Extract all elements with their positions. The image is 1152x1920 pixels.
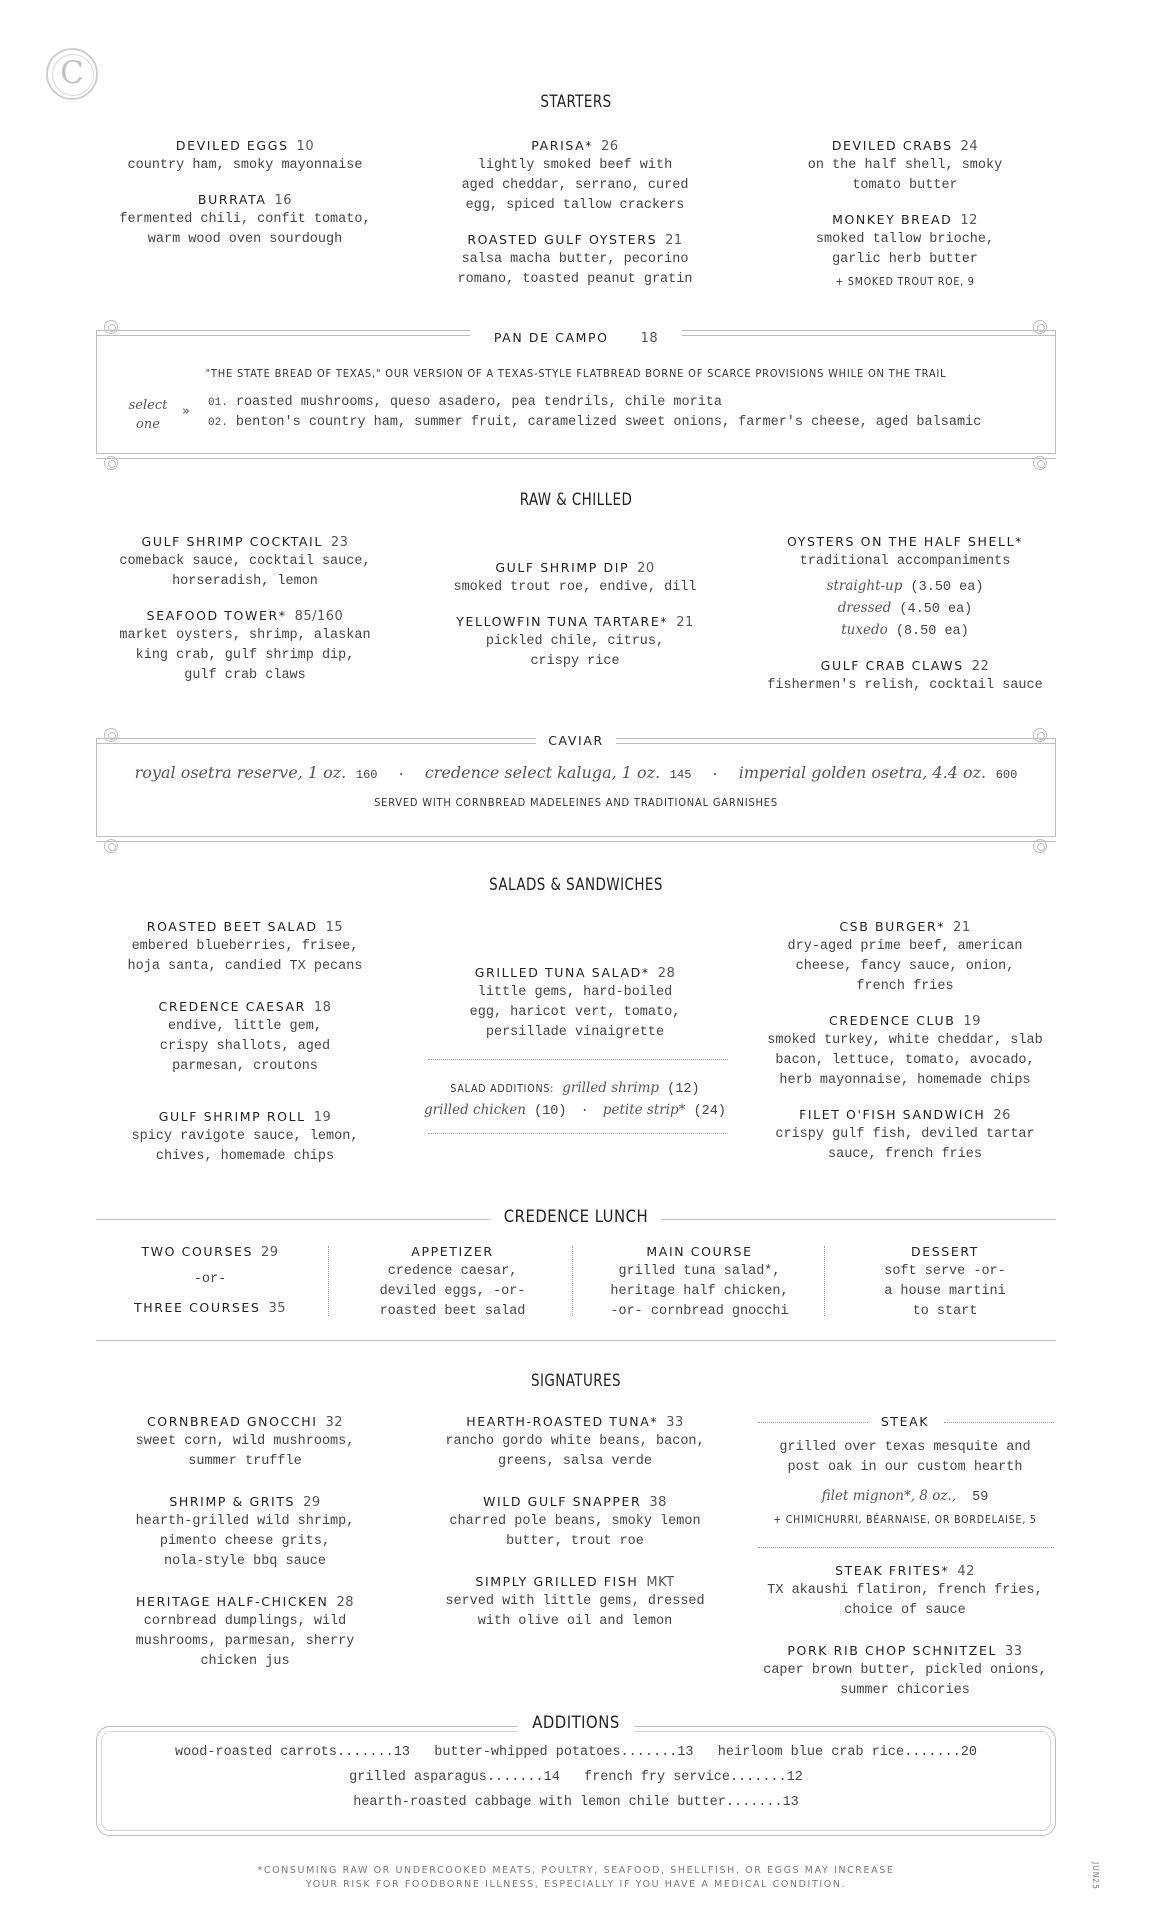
salads-col1 bbox=[100, 917, 390, 1181]
select-label-line: one bbox=[136, 417, 160, 432]
salads-col2 bbox=[420, 963, 730, 1057]
item-name: SHRIMP & GRITS bbox=[169, 1494, 296, 1509]
course-name: MAIN COURSE bbox=[646, 1244, 753, 1259]
additions-label: SALAD ADDITIONS: bbox=[450, 1083, 555, 1095]
menu-item bbox=[755, 656, 1055, 696]
box-border bbox=[1055, 330, 1056, 454]
item-name: STEAK FRITES* bbox=[835, 1563, 950, 1578]
item-price: 29 bbox=[261, 1245, 279, 1260]
course-desc: a house martini bbox=[884, 1284, 1006, 1299]
item-desc: on the half shell, smoky bbox=[807, 158, 1003, 173]
signatures-title: SIGNATURES bbox=[531, 1371, 621, 1391]
item-desc: traditional accompaniments bbox=[799, 554, 1011, 569]
option-row bbox=[208, 393, 1048, 413]
additions-title: ADDITIONS bbox=[518, 1713, 634, 1732]
steak-cut bbox=[755, 1486, 1055, 1508]
course-desc: heritage half chicken, bbox=[610, 1284, 789, 1299]
course-desc: soft serve -or- bbox=[884, 1264, 1006, 1279]
logo-letter: C bbox=[60, 55, 84, 91]
box-border bbox=[96, 330, 97, 454]
menu-item bbox=[420, 1572, 730, 1632]
item-name: SEAFOOD TOWER* bbox=[146, 608, 287, 623]
item-desc: lightly smoked beef with bbox=[477, 158, 673, 173]
additions-row: wood-roasted carrots.......13 butter-whipped potatoes.......13 heirloom blue crab rice.......20 bbox=[174, 1745, 978, 1760]
menu-item bbox=[760, 210, 1050, 270]
item-price: 85/160 bbox=[294, 609, 344, 624]
item-name: ROASTED BEET SALAD bbox=[146, 919, 318, 934]
item-price: 28 bbox=[336, 1595, 354, 1610]
item-desc: fishermen's relish, cocktail sauce bbox=[767, 678, 1043, 693]
dotted-divider bbox=[428, 1133, 728, 1134]
lunch-course bbox=[835, 1242, 1055, 1322]
oyster-style bbox=[755, 620, 1055, 642]
item-name: TWO COURSES bbox=[141, 1244, 254, 1259]
item-desc: crispy gulf fish, deviled tartar bbox=[775, 1127, 1035, 1142]
item-name: PORK RIB CHOP SCHNITZEL bbox=[787, 1643, 998, 1658]
signatures-col3 bbox=[755, 1561, 1055, 1715]
item-price: 23 bbox=[330, 535, 349, 550]
separator: · bbox=[580, 1104, 589, 1119]
divider bbox=[96, 836, 1056, 837]
item-desc: bacon, lettuce, tomato, avocado, bbox=[775, 1053, 1035, 1068]
item-desc: embered blueberries, frisee, bbox=[131, 939, 359, 954]
item-price: 16 bbox=[274, 193, 293, 208]
item-price: 38 bbox=[649, 1495, 667, 1510]
item-price: 12 bbox=[960, 213, 978, 228]
footer-disclaimer bbox=[0, 1864, 1152, 1892]
ornament bbox=[104, 839, 118, 853]
addon-note: + SMOKED TROUT ROE, 9 bbox=[835, 276, 975, 288]
lunch-heading bbox=[0, 1207, 1152, 1227]
item-price: 35 bbox=[268, 1301, 286, 1316]
item-desc: persillade vinaigrette bbox=[485, 1025, 665, 1040]
item-desc: cheese, fancy sauce, onion, bbox=[795, 959, 1015, 974]
item-desc: comeback sauce, cocktail sauce, bbox=[119, 554, 371, 569]
item-name: CREDENCE CLUB bbox=[829, 1013, 956, 1028]
item-price: 29 bbox=[303, 1495, 321, 1510]
item-desc: smoked turkey, white cheddar, slab bbox=[767, 1033, 1043, 1048]
disclaimer-line: YOUR RISK FOR FOODBORNE ILLNESS, ESPECIALLY IF YOU HAVE A MEDICAL CONDITION. bbox=[305, 1879, 847, 1890]
item-price: MKT bbox=[646, 1575, 675, 1590]
additions-row bbox=[420, 1078, 730, 1100]
menu-item bbox=[100, 1492, 390, 1572]
item-desc: tomato butter bbox=[852, 178, 958, 193]
dotted-divider bbox=[428, 1059, 728, 1060]
item-price: 24 bbox=[960, 139, 979, 154]
item-desc: aged cheddar, serrano, cured bbox=[461, 178, 689, 193]
ornament bbox=[104, 456, 118, 470]
pan-de-campo-heading bbox=[0, 328, 1152, 348]
item-name: SIMPLY GRILLED FISH bbox=[475, 1574, 639, 1589]
addition-price: (24) bbox=[693, 1104, 726, 1119]
item-price: 32 bbox=[325, 1415, 344, 1430]
starters-title: STARTERS bbox=[540, 92, 612, 112]
salads-title: SALADS & SANDWICHES bbox=[489, 875, 663, 895]
item-desc: caper brown butter, pickled onions, bbox=[763, 1663, 1047, 1678]
item-desc: egg, haricot vert, tomato, bbox=[469, 1005, 681, 1020]
addition-name: petite strip* bbox=[602, 1102, 686, 1118]
menu-code: JUN25 bbox=[1091, 1862, 1100, 1890]
menu-item bbox=[755, 532, 1055, 642]
menu-item bbox=[100, 997, 390, 1077]
course-desc: -or- cornbread gnocchi bbox=[610, 1304, 789, 1319]
option-number: 01. bbox=[208, 397, 228, 409]
item-price: 21 bbox=[665, 233, 683, 248]
item-price: 26 bbox=[993, 1108, 1011, 1123]
menu-item bbox=[100, 1107, 390, 1167]
menu-item bbox=[760, 136, 1050, 196]
item-desc: charred pole beans, smoky lemon bbox=[449, 1514, 701, 1529]
item-price: 22 bbox=[971, 659, 990, 674]
item-desc: summer chicories bbox=[840, 1683, 970, 1698]
starters-col2 bbox=[420, 136, 730, 304]
style-label: straight-up bbox=[826, 578, 903, 594]
item-price: 18 bbox=[313, 1000, 332, 1015]
item-desc: country ham, smoky mayonnaise bbox=[127, 158, 363, 173]
additions-heading bbox=[0, 1713, 1152, 1733]
item-price: 18 bbox=[629, 331, 671, 346]
option-text: roasted mushrooms, queso asadero, pea tendrils, chile morita bbox=[235, 395, 723, 410]
caviar-title: CAVIAR bbox=[536, 733, 616, 748]
additions-row bbox=[420, 1100, 730, 1122]
item-desc: pickled chile, citrus, bbox=[485, 634, 665, 649]
item-desc: choice of sauce bbox=[844, 1603, 966, 1618]
starters-col1 bbox=[100, 136, 390, 264]
caviar-note: SERVED WITH CORNBREAD MADELEINES AND TRADITIONAL GARNISHES bbox=[374, 796, 778, 809]
menu-item bbox=[755, 1561, 1055, 1621]
item-desc: crispy rice bbox=[530, 654, 620, 669]
addition-price: (10) bbox=[534, 1104, 567, 1119]
item-name: CREDENCE CAESAR bbox=[158, 999, 306, 1014]
option-number: 02. bbox=[208, 417, 228, 429]
lunch-course bbox=[340, 1242, 565, 1322]
item-name: BURRATA bbox=[197, 192, 267, 207]
caviar-items bbox=[0, 763, 1152, 786]
item-desc: smoked trout roe, endive, dill bbox=[453, 580, 697, 595]
course-desc: to start bbox=[912, 1304, 978, 1319]
item-price: 42 bbox=[957, 1564, 975, 1579]
course-name: APPETIZER bbox=[411, 1244, 494, 1259]
menu-item bbox=[100, 606, 390, 686]
menu-item bbox=[100, 136, 390, 176]
item-desc: hearth-grilled wild shrimp, bbox=[135, 1514, 355, 1529]
caviar-name: credence select kaluga, 1 oz. bbox=[424, 763, 661, 782]
item-name: DEVILED CRABS bbox=[831, 138, 953, 153]
item-name: GULF CRAB CLAWS bbox=[820, 658, 964, 673]
item-desc: fermented chili, confit tomato, bbox=[119, 212, 371, 227]
disclaimer-line: *CONSUMING RAW OR UNDERCOOKED MEATS, POULTRY, SEAFOOD, SHELLFISH, OR EGGS MAY INCREASE bbox=[257, 1865, 895, 1876]
dotted-divider bbox=[824, 1246, 825, 1316]
item-desc: crispy shallots, aged bbox=[159, 1039, 331, 1054]
menu-item bbox=[100, 190, 390, 250]
dotted-divider bbox=[328, 1246, 329, 1316]
item-name: THREE COURSES bbox=[133, 1300, 261, 1315]
menu-item bbox=[420, 136, 730, 216]
item-desc: served with little gems, dressed bbox=[445, 1594, 705, 1609]
menu-item bbox=[420, 612, 730, 672]
addition-price: (12) bbox=[667, 1082, 700, 1097]
item-name: GRILLED TUNA SALAD* bbox=[474, 965, 650, 980]
caviar-name: imperial golden osetra, 4.4 oz. bbox=[738, 763, 987, 782]
item-desc: chicken jus bbox=[200, 1654, 290, 1669]
menu-item bbox=[420, 963, 730, 1043]
separator: · bbox=[711, 768, 720, 783]
item-desc: post oak in our custom hearth bbox=[787, 1460, 1023, 1475]
item-price: 28 bbox=[657, 966, 676, 981]
item-desc: dry-aged prime beef, american bbox=[787, 939, 1023, 954]
item-name: PAN DE CAMPO bbox=[482, 330, 621, 345]
menu-item bbox=[420, 1492, 730, 1552]
course-desc: grilled tuna salad*, bbox=[618, 1264, 781, 1279]
menu-item bbox=[100, 1412, 390, 1472]
item-desc: spicy ravigote sauce, lemon, bbox=[131, 1129, 359, 1144]
item-name: DEVILED EGGS bbox=[175, 138, 289, 153]
oyster-style bbox=[755, 598, 1055, 620]
item-name: ROASTED GULF OYSTERS bbox=[467, 232, 658, 247]
divider bbox=[96, 1340, 1056, 1341]
caviar-heading bbox=[0, 731, 1152, 751]
raw-col1 bbox=[100, 532, 390, 700]
caviar-name: royal osetra reserve, 1 oz. bbox=[134, 763, 347, 782]
signatures-col2 bbox=[420, 1412, 730, 1646]
item-desc: pimento cheese grits, bbox=[159, 1534, 331, 1549]
course-desc: credence caesar, bbox=[387, 1264, 518, 1279]
item-desc: market oysters, shrimp, alaskan bbox=[119, 628, 371, 643]
course-name: DESSERT bbox=[911, 1244, 979, 1259]
caviar-price: 600 bbox=[995, 768, 1018, 782]
item-desc: herb mayonnaise, homemade chips bbox=[779, 1073, 1031, 1088]
oyster-style bbox=[755, 576, 1055, 598]
item-name: FILET O'FISH SANDWICH bbox=[799, 1107, 986, 1122]
divider bbox=[96, 458, 1056, 459]
item-desc: french fries bbox=[856, 979, 954, 994]
item-desc: grilled over texas mesquite and bbox=[779, 1440, 1031, 1455]
pan-de-campo-tagline: "THE STATE BREAD OF TEXAS," OUR VERSION OF A TEXAS-STYLE FLATBREAD BORNE OF SCARCE PROVISIONS WHILE ON THE TRAIL bbox=[205, 367, 947, 380]
item-desc: little gems, hard-boiled bbox=[477, 985, 673, 1000]
menu-item bbox=[100, 532, 390, 592]
item-desc: hoja santa, candied TX pecans bbox=[127, 959, 363, 974]
style-price: (3.50 ea) bbox=[910, 580, 984, 595]
item-desc: sweet corn, wild mushrooms, bbox=[135, 1434, 355, 1449]
item-desc: nola-style bbq sauce bbox=[163, 1554, 327, 1569]
item-name: GULF SHRIMP DIP bbox=[495, 560, 630, 575]
lunch-pricing bbox=[110, 1242, 310, 1318]
dotted-divider bbox=[572, 1246, 573, 1316]
item-name: STEAK bbox=[880, 1414, 930, 1429]
item-desc: salsa macha butter, pecorino bbox=[461, 252, 689, 267]
item-desc: gulf crab claws bbox=[184, 668, 306, 683]
option-text: benton's country ham, summer fruit, caramelized sweet onions, farmer's cheese, aged balsamic bbox=[235, 415, 982, 430]
menu-item bbox=[420, 558, 730, 598]
raw-chilled-title: RAW & CHILLED bbox=[519, 490, 633, 510]
item-name: GULF SHRIMP COCKTAIL bbox=[141, 534, 323, 549]
or-text: -or- bbox=[193, 1272, 227, 1287]
item-price: 33 bbox=[666, 1415, 684, 1430]
cut-name: filet mignon*, 8 oz., bbox=[821, 1488, 957, 1504]
style-label: tuxedo bbox=[841, 622, 888, 638]
item-desc: rancho gordo white beans, bacon, bbox=[445, 1434, 705, 1449]
item-price: 19 bbox=[313, 1110, 332, 1125]
item-desc: chives, homemade chips bbox=[155, 1149, 335, 1164]
select-label bbox=[126, 396, 170, 434]
lunch-title: CREDENCE LUNCH bbox=[490, 1207, 662, 1226]
item-desc: endive, little gem, bbox=[168, 1019, 322, 1034]
item-desc: parmesan, croutons bbox=[172, 1059, 318, 1074]
item-name: CORNBREAD GNOCCHI bbox=[146, 1414, 318, 1429]
salad-additions bbox=[420, 1078, 730, 1122]
addition-name: grilled shrimp bbox=[562, 1080, 660, 1096]
menu-item bbox=[100, 1592, 390, 1672]
raw-col3 bbox=[755, 532, 1055, 710]
item-desc: summer truffle bbox=[188, 1454, 302, 1469]
sauce-note: + CHIMICHURRI, BÉARNAISE, OR BORDELAISE, 5 bbox=[773, 1514, 1037, 1526]
item-desc: greens, salsa verde bbox=[498, 1454, 652, 1469]
item-desc: with olive oil and lemon bbox=[477, 1614, 673, 1629]
ornament bbox=[1033, 839, 1047, 853]
box-border bbox=[96, 738, 97, 837]
style-price: (4.50 ea) bbox=[899, 602, 973, 617]
divider bbox=[96, 453, 1056, 454]
item-price: 21 bbox=[953, 920, 971, 935]
menu-item bbox=[755, 1011, 1055, 1091]
item-price: 19 bbox=[963, 1014, 981, 1029]
item-name: PARISA* bbox=[531, 138, 594, 153]
menu-item bbox=[100, 917, 390, 977]
item-desc: warm wood oven sourdough bbox=[147, 232, 343, 247]
item-desc: TX akaushi flatiron, french fries, bbox=[767, 1583, 1043, 1598]
lunch-course bbox=[582, 1242, 817, 1322]
menu-item bbox=[755, 917, 1055, 997]
item-price: 10 bbox=[296, 139, 315, 154]
menu-item bbox=[755, 1641, 1055, 1701]
dotted-divider bbox=[758, 1547, 1054, 1548]
caviar-price: 160 bbox=[355, 768, 378, 782]
course-desc: roasted beet salad bbox=[379, 1304, 526, 1319]
caviar-price: 145 bbox=[669, 768, 692, 782]
cut-price: 59 bbox=[972, 1490, 989, 1505]
item-name: YELLOWFIN TUNA TARTARE* bbox=[456, 614, 669, 629]
salads-col3 bbox=[755, 917, 1055, 1179]
menu-item bbox=[420, 1412, 730, 1472]
item-desc: mushrooms, parmesan, sherry bbox=[135, 1634, 355, 1649]
style-price: (8.50 ea) bbox=[895, 624, 969, 639]
item-name: CSB BURGER* bbox=[839, 919, 946, 934]
item-price: 20 bbox=[637, 561, 655, 576]
item-desc: cornbread dumplings, wild bbox=[143, 1614, 347, 1629]
item-name: HERITAGE HALF-CHICKEN bbox=[136, 1594, 329, 1609]
item-name: OYSTERS ON THE HALF SHELL* bbox=[786, 534, 1023, 549]
course-desc: deviled eggs, -or- bbox=[379, 1284, 526, 1299]
pan-de-campo-options bbox=[208, 393, 1048, 433]
item-desc: egg, spiced tallow crackers bbox=[465, 198, 685, 213]
item-price: 26 bbox=[601, 139, 619, 154]
starters-col3 bbox=[760, 136, 1050, 288]
style-label: dressed bbox=[837, 600, 892, 616]
signatures-col1 bbox=[100, 1412, 390, 1686]
select-label-line: select bbox=[128, 398, 168, 413]
item-name: GULF SHRIMP ROLL bbox=[158, 1109, 306, 1124]
item-desc: romano, toasted peanut gratin bbox=[457, 272, 693, 287]
item-desc: king crab, gulf shrimp dip, bbox=[135, 648, 355, 663]
item-price: 21 bbox=[676, 615, 694, 630]
steak-block bbox=[755, 1412, 1055, 1526]
item-price: 33 bbox=[1005, 1644, 1023, 1659]
item-name: WILD GULF SNAPPER bbox=[483, 1494, 642, 1509]
additions-row: hearth-roasted cabbage with lemon chile butter.......13 bbox=[353, 1795, 799, 1810]
separator: · bbox=[397, 768, 406, 783]
addition-name: grilled chicken bbox=[424, 1102, 526, 1118]
divider bbox=[96, 841, 1056, 842]
ornament bbox=[1033, 456, 1047, 470]
menu-item bbox=[755, 1105, 1055, 1165]
item-desc: sauce, french fries bbox=[828, 1147, 982, 1162]
item-name: HEARTH-ROASTED TUNA* bbox=[466, 1414, 659, 1429]
raw-col2 bbox=[420, 558, 730, 686]
item-price: 15 bbox=[325, 920, 344, 935]
item-name: MONKEY BREAD bbox=[832, 212, 953, 227]
arrow-icon: » bbox=[182, 404, 190, 419]
item-desc: butter, trout roe bbox=[506, 1534, 644, 1549]
item-desc: garlic herb butter bbox=[832, 252, 978, 267]
item-desc: horseradish, lemon bbox=[172, 574, 318, 589]
option-row bbox=[208, 413, 1048, 433]
additions-row: grilled asparagus.......14 french fry service.......12 bbox=[349, 1770, 803, 1785]
item-desc: smoked tallow brioche, bbox=[815, 232, 995, 247]
box-border bbox=[1055, 738, 1056, 837]
menu-item bbox=[420, 230, 730, 290]
